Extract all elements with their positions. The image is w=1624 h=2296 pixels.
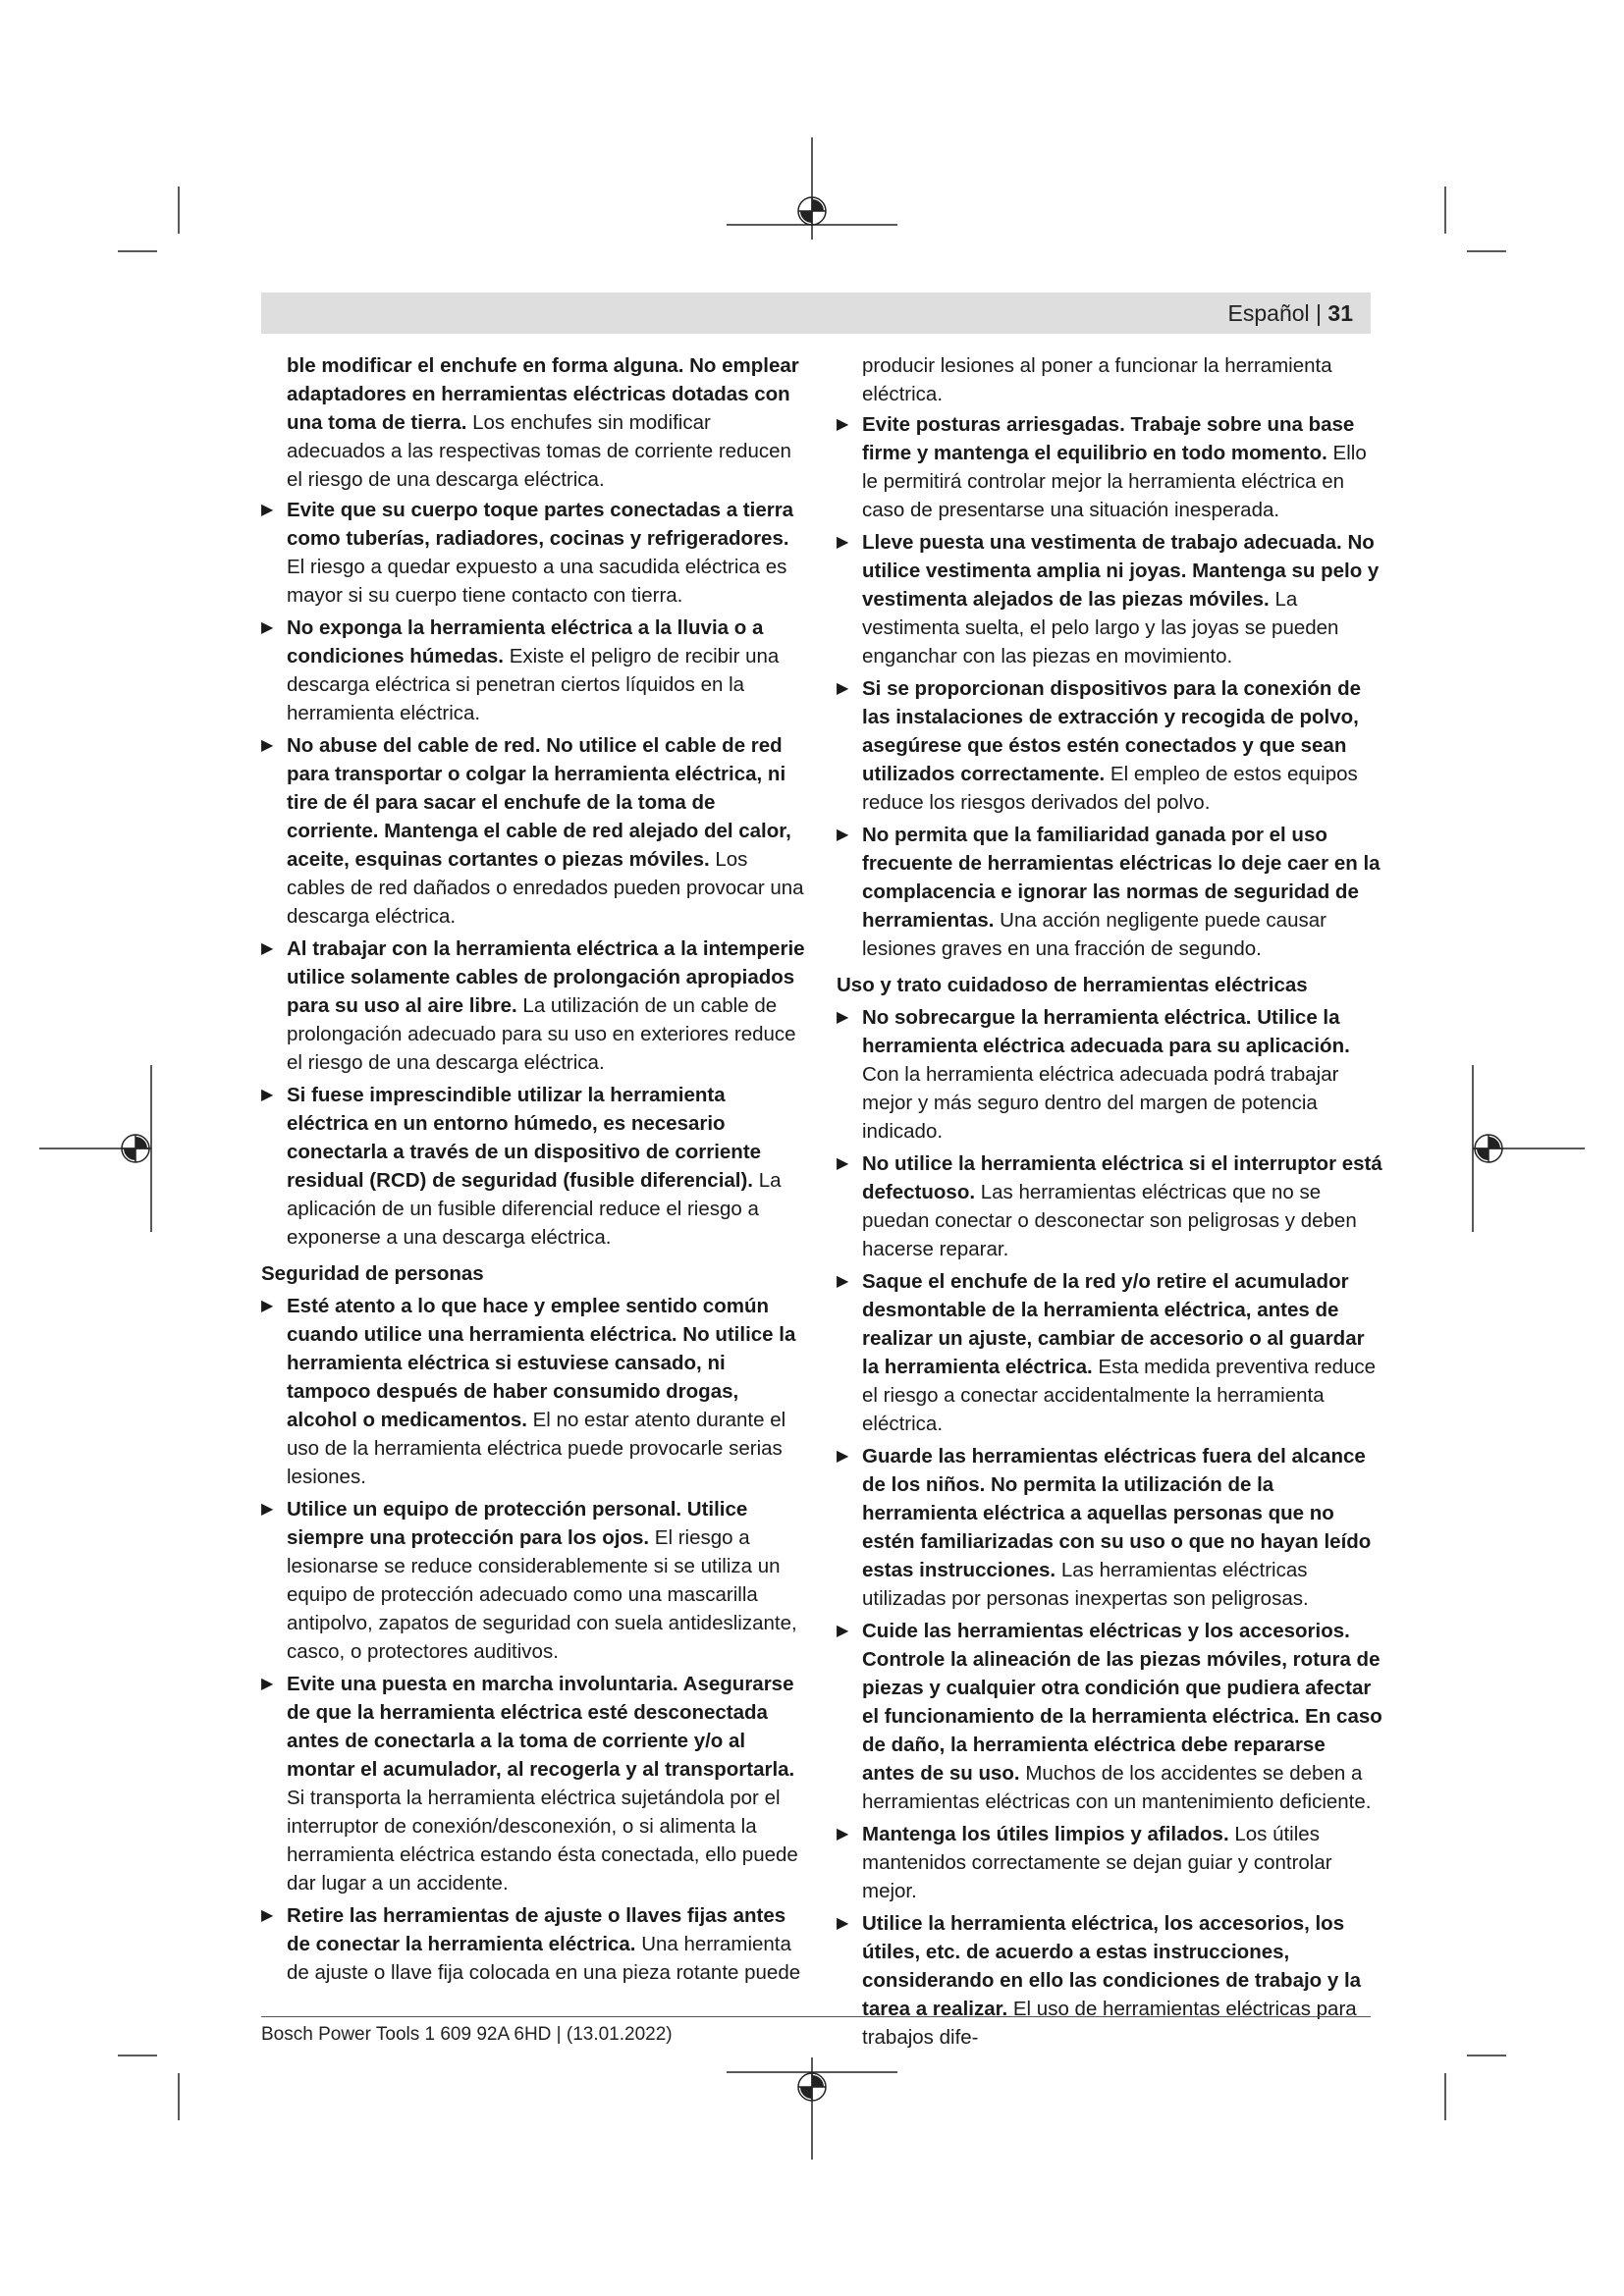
item-text: El uso de herramientas eléctricas para trabajos dife- [862, 1998, 1357, 2049]
item-heading: Saque el enchufe de la red y/o retire el acumulador desmontable de la herramienta eléctrica, antes de realizar un ajuste, cambiar de accesorio o al guardar la herramienta eléctrica. [862, 1270, 1365, 1378]
triangle-bullet-icon: ▶ [837, 1273, 849, 1290]
paragraph-heading: ble modificar el enchufe en forma alguna. No emplear adaptadores en herramientas eléctricas dotadas con una toma de tierra. [287, 354, 799, 434]
item-text: Con la herramienta eléctrica adecuada podrá trabajar mejor y más seguro dentro del margen de potencia indicado. [862, 1063, 1339, 1143]
right-column [837, 351, 1382, 2056]
item-text: Muchos de los accidentes se deben a herramientas eléctricas con un mantenimiento deficiente. [862, 1762, 1372, 1813]
item-heading: Utilice la herramienta eléctrica, los accesorios, los útiles, etc. de acuerdo a estas instrucciones, considerando en ello las condiciones de trabajo y la tarea a realizar. [862, 1912, 1362, 2020]
list-item [261, 934, 807, 1077]
triangle-bullet-icon: ▶ [261, 619, 274, 636]
triangle-bullet-icon: ▶ [837, 534, 849, 551]
triangle-bullet-icon: ▶ [837, 1623, 849, 1639]
list-item [261, 1081, 807, 1252]
triangle-bullet-icon: ▶ [837, 1009, 849, 1026]
item-heading: No utilice la herramienta eléctrica si el interruptor está defectuoso. [862, 1152, 1382, 1203]
item-heading: No sobrecargue la herramienta eléctrica. Utilice la herramienta eléctrica adecuada para su aplicación. [862, 1006, 1350, 1057]
item-text: Una herramienta de ajuste o llave fija colocada en una pieza rotante puede [287, 1933, 801, 1984]
triangle-bullet-icon: ▶ [261, 1501, 274, 1518]
triangle-bullet-icon: ▶ [261, 502, 274, 518]
item-heading: Evite posturas arriesgadas. Trabaje sobre una base firme y mantenga el equilibrio en todo momento. [862, 413, 1355, 464]
item-heading: No abuse del cable de red. No utilice el cable de red para transportar o colgar la herramienta eléctrica, ni tire de él para sacar el enchufe de la toma de corriente. Mantenga el cable de red alejado del calor, aceite, esquinas cortantes o piezas móviles. [287, 734, 791, 871]
list-item [837, 821, 1382, 963]
triangle-bullet-icon: ▶ [837, 1448, 849, 1465]
list-item [837, 528, 1382, 670]
item-text: Existe el peligro de recibir una descarga eléctrica si penetran ciertos líquidos en la herramienta eléctrica. [287, 645, 780, 724]
item-heading: Cuide las herramientas eléctricas y los accesorios. Controle la alineación de las piezas móviles, rotura de piezas y cualquier otra condición que pudiera afectar el funcionamiento de la herramienta eléctrica. En caso de daño, la herramienta eléctrica debe repararse antes de su uso. [862, 1620, 1382, 1785]
list-item [837, 674, 1382, 817]
list-item [261, 496, 807, 610]
item-text: Ello le permitirá controlar mejor la herramienta eléctrica en caso de presentarse una situación inesperada. [862, 442, 1367, 521]
item-heading: No exponga la herramienta eléctrica a la lluvia o a condiciones húmedas. [287, 616, 764, 667]
triangle-bullet-icon: ▶ [261, 1676, 274, 1692]
paragraph-text: producir lesiones al poner a funcionar la herramienta eléctrica. [862, 354, 1332, 405]
item-heading: Guarde las herramientas eléctricas fuera del alcance de los niños. No permita la utilización de la herramienta eléctrica a aquellas personas que no estén familiarizadas con su uso o que no hayan leído estas instrucciones. [862, 1445, 1372, 1581]
list-item [837, 1909, 1382, 2052]
item-text: El riesgo a lesionarse se reduce considerablemente si se utiliza un equipo de protección adecuado como una mascarilla antipolvo, zapatos de seguridad con suela antideslizante, casco, o protectores auditivos. [287, 1526, 797, 1663]
item-text: Los cables de red dañados o enredados pueden provocar una descarga eléctrica. [287, 848, 804, 928]
list-item [261, 1292, 807, 1491]
page-header [261, 293, 1371, 334]
item-text: Esta medida preventiva reduce el riesgo a conectar accidentalmente la herramienta eléctrica. [862, 1356, 1377, 1435]
item-heading: Si se proporcionan dispositivos para la conexión de las instalaciones de extracción y recogida de polvo, asegúrese que éstos estén conectados y que sean utilizados correctamente. [862, 677, 1362, 785]
item-text: Los útiles mantenidos correctamente se dejan guiar y controlar mejor. [862, 1823, 1332, 1902]
list-item [837, 1149, 1382, 1263]
item-text: Una acción negligente puede causar lesiones graves en una fracción de segundo. [862, 909, 1326, 960]
item-text: Si transporta la herramienta eléctrica sujetándola por el interruptor de conexión/desconexión, o si alimenta la herramienta eléctrica estando ésta conectada, ello puede dar lugar a un accidente. [287, 1787, 798, 1895]
item-heading: Mantenga los útiles limpios y afilados. [862, 1823, 1229, 1845]
triangle-bullet-icon: ▶ [261, 1087, 274, 1103]
item-text: Las herramientas eléctricas utilizadas por personas inexpertas son peligrosas. [862, 1559, 1309, 1610]
item-heading: Lleve puesta una vestimenta de trabajo adecuada. No utilice vestimenta amplia ni joyas. Mantenga su pelo y vestimenta alejados de las piezas móviles. [862, 531, 1380, 611]
list-item [837, 1267, 1382, 1438]
list-item [837, 1820, 1382, 1905]
triangle-bullet-icon: ▶ [837, 1826, 849, 1842]
item-text: El no estar atento durante el uso de la herramienta eléctrica puede provocarle serias lesiones. [287, 1409, 786, 1488]
item-text: La utilización de un cable de prolongación adecuado para su uso en exteriores reduce el riesgo de una descarga eléctrica. [287, 994, 796, 1074]
item-heading: Evite que su cuerpo toque partes conectadas a tierra como tuberías, radiadores, cocinas y refrigeradores. [287, 499, 794, 550]
section-title: Uso y trato cuidadoso de herramientas eléctricas [837, 974, 1308, 996]
triangle-bullet-icon: ▶ [261, 940, 274, 957]
page-number: 31 [1327, 300, 1353, 326]
list-item [837, 1617, 1382, 1816]
item-text: Las herramientas eléctricas que no se puedan conectar o desconectar son peligrosas y deben hacerse reparar. [862, 1181, 1357, 1260]
header-label [1228, 299, 1353, 327]
header-separator: | [1316, 300, 1323, 326]
list-item [261, 731, 807, 931]
list-item [261, 614, 807, 727]
item-heading: Al trabajar con la herramienta eléctrica a la intemperie utilice solamente cables de prolongación apropiados para su uso al aire libre. [287, 937, 805, 1017]
footer-divider [261, 2016, 1371, 2017]
triangle-bullet-icon: ▶ [837, 1915, 849, 1932]
triangle-bullet-icon: ▶ [261, 1298, 274, 1314]
triangle-bullet-icon: ▶ [837, 416, 849, 433]
item-text: El riesgo a quedar expuesto a una sacudida eléctrica es mayor si su cuerpo tiene contacto con tierra. [287, 556, 787, 607]
page-footer: Bosch Power Tools 1 609 92A 6HD | (13.01.2022) [261, 2024, 673, 2045]
triangle-bullet-icon: ▶ [261, 737, 274, 754]
list-item [837, 1442, 1382, 1613]
triangle-bullet-icon: ▶ [837, 827, 849, 843]
item-heading: No permita que la familiaridad ganada por el uso frecuente de herramientas eléctricas lo deje caer en la complacencia e ignorar las normas de seguridad de herramientas. [862, 824, 1380, 932]
triangle-bullet-icon: ▶ [837, 1155, 849, 1172]
paragraph [261, 351, 807, 494]
paragraph [837, 351, 1382, 408]
header-language: Español [1227, 300, 1310, 326]
list-item [261, 1495, 807, 1666]
triangle-bullet-icon: ▶ [261, 1907, 274, 1924]
list-item [261, 1901, 807, 1987]
item-heading: Utilice un equipo de protección personal. Utilice siempre una protección para los ojos. [287, 1498, 748, 1549]
registration-mark-top [727, 137, 897, 240]
list-item [261, 1670, 807, 1897]
left-column [261, 351, 807, 1991]
list-item [837, 1003, 1382, 1146]
item-heading: Evite una puesta en marcha involuntaria. Asegurarse de que la herramienta eléctrica esté desconectada antes de conectarla a la toma de corriente y/o al montar el acumulador, al recogerla y al transportarla. [287, 1673, 795, 1781]
item-heading: Si fuese imprescindible utilizar la herramienta eléctrica en un entorno húmedo, es necesario conectarla a través de un dispositivo de corriente residual (RCD) de seguridad (fusible diferencial). [287, 1084, 762, 1192]
item-heading: Retire las herramientas de ajuste o llaves fijas antes de conectar la herramienta eléctrica. [287, 1904, 786, 1955]
item-heading: Esté atento a lo que hace y emplee sentido común cuando utilice una herramienta eléctrica. No utilice la herramienta eléctrica si estuviese cansado, ni tampoco después de haber consumido drogas, alcohol o medicamentos. [287, 1295, 796, 1431]
item-text: La aplicación de un fusible diferencial reduce el riesgo a exponerse a una descarga eléctrica. [287, 1169, 782, 1249]
triangle-bullet-icon: ▶ [837, 680, 849, 697]
item-text: La vestimenta suelta, el pelo largo y las joyas se pueden enganchar con las piezas en movimiento. [862, 588, 1339, 667]
section-title: Seguridad de personas [261, 1262, 484, 1285]
paragraph-text: Los enchufes sin modificar adecuados a las respectivas tomas de corriente reducen el riesgo de una descarga eléctrica. [287, 411, 791, 491]
item-text: El empleo de estos equipos reduce los riesgos derivados del polvo. [862, 763, 1358, 814]
registration-mark-bottom [727, 2057, 897, 2160]
list-item [837, 410, 1382, 524]
